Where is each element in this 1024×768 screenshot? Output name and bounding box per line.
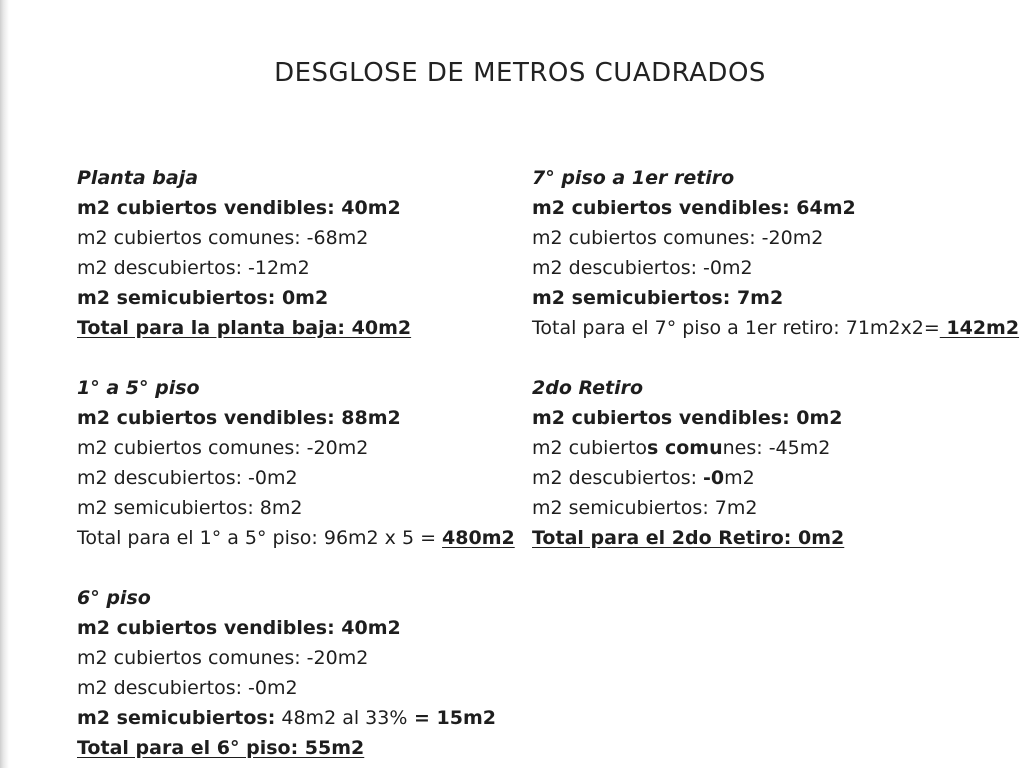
semicubiertos-line: m2 semicubiertos: 8m2 <box>77 497 303 519</box>
section-heading: 1° a 5° piso <box>77 377 200 399</box>
comunes-part-b: s comu <box>647 437 723 459</box>
page-edge-shadow <box>0 0 9 768</box>
section-piso-6 <box>77 583 515 763</box>
semicubiertos-calc: 48m2 al 33% <box>275 707 408 729</box>
total-value: 480m2 <box>442 527 515 549</box>
semicubiertos-line <box>77 703 515 733</box>
descubiertos-part-b: -0 <box>703 467 725 489</box>
descubiertos-line: m2 descubiertos: -0m2 <box>77 677 298 699</box>
semicubiertos-line: m2 semicubiertos: 7m2 <box>532 497 758 519</box>
comunes-line: m2 cubiertos comunes: -20m2 <box>77 647 369 669</box>
section-heading: 6° piso <box>77 587 151 609</box>
semicubiertos-line: m2 semicubiertos: 0m2 <box>77 287 329 309</box>
vendibles-line: m2 cubiertos vendibles: 40m2 <box>77 197 401 219</box>
semicubiertos-line: m2 semicubiertos: 7m2 <box>532 287 784 309</box>
left-column <box>77 163 515 768</box>
comunes-line <box>532 433 1019 463</box>
total-prefix: Total para el 7° piso a 1er retiro: 71m2x2= <box>532 317 940 339</box>
comunes-part-a: m2 cubierto <box>532 437 648 459</box>
section-piso-1-5 <box>77 373 515 553</box>
total-line <box>532 313 1019 343</box>
section-heading: 7° piso a 1er retiro <box>532 167 735 189</box>
vendibles-line: m2 cubiertos vendibles: 64m2 <box>532 197 856 219</box>
comunes-part-c: nes: -45m2 <box>722 437 831 459</box>
comunes-line: m2 cubiertos comunes: -20m2 <box>77 437 369 459</box>
total-value: 142m2 <box>939 317 1020 339</box>
right-column <box>532 163 1019 583</box>
total-line: Total para el 2do Retiro: 0m2 <box>532 527 845 549</box>
total-line: Total para el 6° piso: 55m2 <box>77 737 365 759</box>
section-planta-baja <box>77 163 515 343</box>
vendibles-line: m2 cubiertos vendibles: 88m2 <box>77 407 401 429</box>
section-piso-7-retiro <box>532 163 1019 343</box>
total-line <box>77 523 515 553</box>
vendibles-line: m2 cubiertos vendibles: 0m2 <box>532 407 843 429</box>
descubiertos-part-a: m2 descubiertos: <box>532 467 704 489</box>
descubiertos-line: m2 descubiertos: -0m2 <box>532 257 753 279</box>
comunes-line: m2 cubiertos comunes: -20m2 <box>532 227 824 249</box>
section-heading: 2do Retiro <box>532 377 644 399</box>
vendibles-line: m2 cubiertos vendibles: 40m2 <box>77 617 401 639</box>
semicubiertos-label: m2 semicubiertos: <box>77 707 276 729</box>
descubiertos-line <box>532 463 1019 493</box>
descubiertos-line: m2 descubiertos: -12m2 <box>77 257 310 279</box>
total-prefix: Total para el 1° a 5° piso: 96m2 x 5 = <box>77 527 443 549</box>
section-heading: Planta baja <box>77 167 199 189</box>
descubiertos-line: m2 descubiertos: -0m2 <box>77 467 298 489</box>
total-line: Total para la planta baja: 40m2 <box>77 317 412 339</box>
page-title: DESGLOSE DE METROS CUADRADOS <box>274 58 766 88</box>
section-retiro-2 <box>532 373 1019 553</box>
semicubiertos-result: = 15m2 <box>407 707 496 729</box>
comunes-line: m2 cubiertos comunes: -68m2 <box>77 227 369 249</box>
descubiertos-part-c: m2 <box>724 467 755 489</box>
